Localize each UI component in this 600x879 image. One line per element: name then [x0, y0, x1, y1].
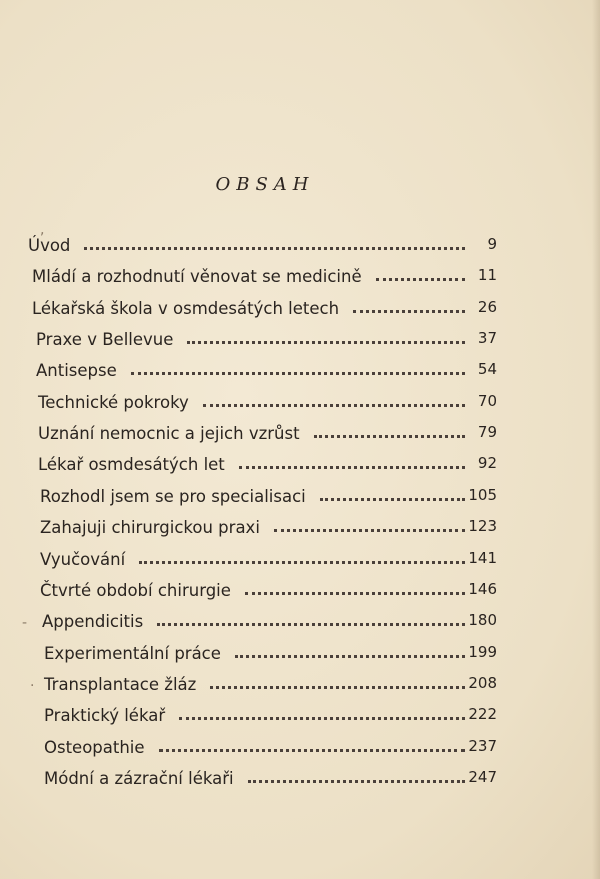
- leader-dots: [320, 498, 465, 501]
- toc-entry: [38, 417, 497, 447]
- toc-entry-title: Zahajuji chirurgickou praxi: [40, 518, 260, 537]
- toc-entry-page: 199: [468, 643, 497, 661]
- leader-dots: [245, 592, 465, 595]
- toc-entry: [44, 637, 497, 667]
- toc-entry-page: 208: [468, 674, 497, 692]
- toc-entry-page: 146: [468, 580, 497, 598]
- toc-entry: [36, 354, 497, 384]
- toc-entry: [36, 323, 497, 353]
- toc-entry: [42, 605, 497, 635]
- leader-dots: [376, 278, 465, 281]
- stray-mark: ·: [30, 678, 35, 694]
- toc-entry-page: 222: [468, 705, 497, 723]
- toc-entry-page: 54: [477, 360, 497, 378]
- toc-entry-title: Úvod: [28, 236, 71, 255]
- toc-entry-page: 247: [468, 768, 497, 786]
- toc-entry-title: Antisepse: [36, 361, 117, 380]
- toc-entry: [44, 699, 497, 729]
- toc-entry-page: 70: [477, 392, 497, 410]
- toc-entry-title: Čtvrté období chirurgie: [40, 581, 231, 600]
- toc-entry-page: 123: [468, 517, 497, 535]
- toc-entry-title: Praktický lékař: [44, 706, 166, 725]
- toc-entry-title: Osteopathie: [44, 738, 145, 757]
- leader-dots: [248, 780, 465, 783]
- leader-dots: [139, 561, 465, 564]
- leader-dots: [131, 372, 465, 375]
- toc-entry-title: Praxe v Bellevue: [36, 330, 174, 349]
- page-title: OBSAH: [215, 174, 315, 195]
- stray-mark: ,: [40, 222, 45, 238]
- toc-entry: [40, 511, 497, 541]
- toc-entry: [28, 229, 497, 259]
- toc-entry-page: 11: [477, 266, 497, 284]
- leader-dots: [353, 310, 465, 313]
- toc-entry-title: Rozhodl jsem se pro specialisaci: [40, 487, 306, 506]
- toc-entry: [38, 448, 497, 478]
- leader-dots: [187, 341, 465, 344]
- toc-entry-title: Technické pokroky: [38, 393, 189, 412]
- leader-dots: [314, 435, 465, 438]
- leader-dots: [84, 247, 465, 250]
- toc-entry: [32, 260, 497, 290]
- toc-entry-title: Lékařská škola v osmdesátých letech: [32, 299, 340, 318]
- toc-entry: [44, 668, 497, 698]
- toc-entry-page: 92: [477, 454, 497, 472]
- leader-dots: [157, 623, 465, 626]
- toc-entry-page: 180: [468, 611, 497, 629]
- toc-entry-title: Módní a zázrační lékaři: [44, 769, 234, 788]
- toc-entry: [40, 543, 497, 573]
- toc-entry-title: Uznání nemocnic a jejich vzrůst: [38, 424, 300, 443]
- toc-entry: [38, 386, 497, 416]
- leader-dots: [179, 717, 465, 720]
- stray-mark: -: [22, 615, 28, 631]
- toc-entry-page: 9: [487, 235, 497, 253]
- toc-entry: [40, 574, 497, 604]
- leader-dots: [274, 529, 465, 532]
- toc-entry-title: Vyučování: [40, 550, 126, 569]
- leader-dots: [210, 686, 465, 689]
- toc-entry-title: Transplantace žláz: [44, 675, 197, 694]
- toc-entry-page: 37: [477, 329, 497, 347]
- toc-entry: [40, 480, 497, 510]
- toc-entry-page: 237: [468, 737, 497, 755]
- toc-entry-title: Mládí a rozhodnutí věnovat se medicině: [32, 267, 362, 286]
- toc-entry-title: Experimentální práce: [44, 644, 221, 663]
- toc-entry: [32, 292, 497, 322]
- leader-dots: [235, 655, 465, 658]
- toc-entry-title: Appendicitis: [42, 612, 144, 631]
- toc-entry-page: 141: [468, 549, 497, 567]
- leader-dots: [239, 466, 465, 469]
- leader-dots: [203, 404, 465, 407]
- toc-entry-page: 105: [468, 486, 497, 504]
- leader-dots: [159, 749, 465, 752]
- toc-entry: [44, 731, 497, 761]
- toc-entry-title: Lékař osmdesátých let: [38, 455, 225, 474]
- toc-entry-page: 26: [477, 298, 497, 316]
- toc-entry: [44, 762, 497, 792]
- toc-entry-page: 79: [477, 423, 497, 441]
